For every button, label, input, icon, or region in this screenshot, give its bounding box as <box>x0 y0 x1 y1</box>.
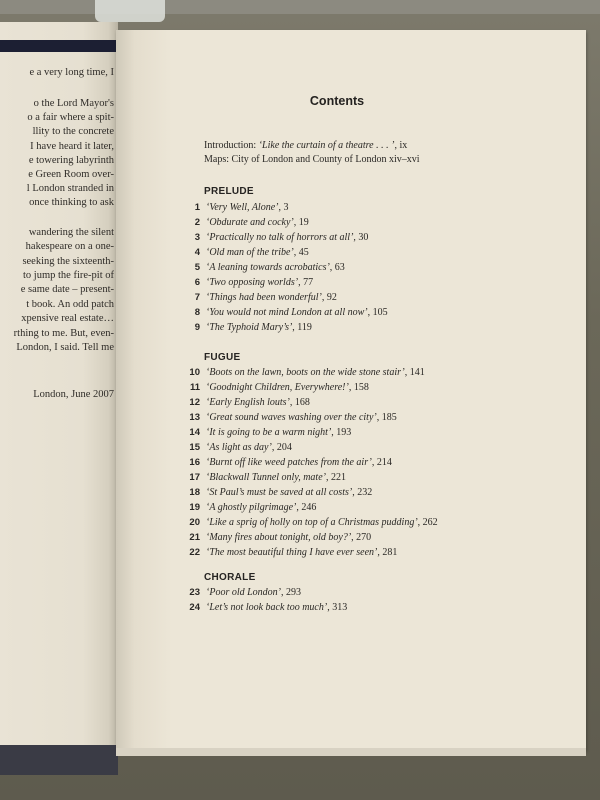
plastic-object <box>95 0 165 22</box>
toc-entry <box>188 292 337 306</box>
chapter-page: , 3 <box>278 202 289 213</box>
section-heading-prelude: PRELUDE <box>204 186 254 197</box>
chapter-title: ‘Early English louts’ <box>206 397 290 408</box>
chapter-page: , 185 <box>376 412 397 423</box>
chapter-number: 21 <box>189 532 200 543</box>
chapter-number: 17 <box>189 472 200 483</box>
toc-entry <box>188 487 372 501</box>
chapter-number: 24 <box>189 602 200 613</box>
chapter-number: 23 <box>189 587 200 598</box>
chapter-number: 13 <box>189 412 200 423</box>
chapter-page: , 262 <box>417 517 438 528</box>
chapter-title: ‘Burnt off like weed patches from the air’ <box>206 457 372 468</box>
chapter-title: ‘Blackwall Tunnel only, mate’ <box>206 472 326 483</box>
chapter-page: , 313 <box>327 602 348 613</box>
background-strip <box>0 0 600 14</box>
chapter-title: ‘You would not mind London at all now’ <box>206 307 368 318</box>
toc-entry <box>188 602 347 616</box>
chapter-title: ‘Goodnight Children, Everywhere!’ <box>206 382 349 393</box>
contents-page <box>116 30 586 750</box>
chapter-page: , 119 <box>292 322 312 333</box>
toc-entry <box>188 322 312 336</box>
chapter-number: 1 <box>194 202 200 213</box>
chapter-number: 5 <box>194 262 200 273</box>
chapter-title: ‘Let’s not look back too much’ <box>206 602 328 613</box>
left-page-line: e Green Room over- <box>28 169 114 180</box>
book-cover-edge <box>0 745 118 775</box>
chapter-page: , 30 <box>353 232 369 243</box>
chapter-title: ‘Great sound waves washing over the city’ <box>206 412 377 423</box>
left-page-line: e same date – present- <box>20 284 114 295</box>
chapter-number: 12 <box>189 397 200 408</box>
chapter-number: 2 <box>194 217 200 228</box>
toc-entry <box>188 247 309 261</box>
toc-entry <box>188 307 388 321</box>
chapter-number: 14 <box>189 427 200 438</box>
chapter-title: ‘A ghostly pilgrimage’ <box>206 502 297 513</box>
toc-entry <box>188 502 316 516</box>
chapter-number: 20 <box>189 517 200 528</box>
chapter-number: 19 <box>189 502 200 513</box>
toc-entry <box>188 367 425 381</box>
page-edge <box>116 748 586 756</box>
chapter-page: , 158 <box>348 382 369 393</box>
chapter-number: 9 <box>194 322 200 333</box>
left-page <box>0 22 118 750</box>
toc-entry <box>188 217 309 231</box>
chapter-page: , 92 <box>321 292 337 303</box>
chapter-page: , 204 <box>271 442 292 453</box>
left-page-text <box>0 22 114 750</box>
left-page-line: hakespeare on a one- <box>25 241 114 252</box>
left-page-line: London, June 2007 <box>33 389 114 400</box>
chapter-title: ‘A leaning towards acrobatics’ <box>206 262 330 273</box>
introduction-entry <box>204 140 407 151</box>
chapter-title: ‘Two opposing worlds’ <box>206 277 299 288</box>
chapter-page: , 270 <box>351 532 372 543</box>
left-page-line: once thinking to ask <box>29 197 114 208</box>
chapter-page: , 77 <box>298 277 314 288</box>
left-page-line: o a fair where a spit- <box>27 112 114 123</box>
chapter-page: , 221 <box>325 472 346 483</box>
chapter-title: ‘Poor old London’ <box>206 587 281 598</box>
toc-entry <box>188 202 288 216</box>
introduction-page: , ix <box>394 140 408 151</box>
chapter-page: , 141 <box>404 367 425 378</box>
chapter-page: , 45 <box>293 247 309 258</box>
maps-entry: Maps: City of London and County of London xiv–xvi <box>204 154 420 165</box>
chapter-page: , 63 <box>329 262 345 273</box>
chapter-number: 6 <box>194 277 200 288</box>
chapter-page: , 281 <box>377 547 398 558</box>
chapter-page: , 19 <box>293 217 309 228</box>
toc-entry <box>188 532 371 546</box>
left-page-line: xpensive real estate… <box>21 313 114 324</box>
chapter-number: 7 <box>194 292 200 303</box>
chapter-title: ‘The Typhoid Mary’s’ <box>206 322 293 333</box>
toc-entry <box>188 587 301 601</box>
chapter-title: ‘St Paul’s must be saved at all costs’ <box>206 487 353 498</box>
chapter-page: , 232 <box>352 487 373 498</box>
chapter-number: 8 <box>194 307 200 318</box>
left-page-line: o the Lord Mayor's <box>33 98 114 109</box>
toc-entry <box>188 412 397 426</box>
left-page-line: llity to the concrete <box>32 126 114 137</box>
chapter-title: ‘Very Well, Alone’ <box>206 202 279 213</box>
chapter-page: , 293 <box>281 587 301 598</box>
section-heading-chorale: CHORALE <box>204 572 256 583</box>
toc-entry <box>188 457 392 471</box>
chapter-page: , 105 <box>367 307 388 318</box>
toc-entry <box>188 427 351 441</box>
toc-entry <box>188 262 345 276</box>
chapter-number: 15 <box>189 442 200 453</box>
toc-entry <box>188 547 397 561</box>
chapter-title: ‘Old man of the tribe’ <box>206 247 294 258</box>
chapter-number: 3 <box>194 232 200 243</box>
page-title: Contents <box>309 94 365 108</box>
chapter-title: ‘As light as day’ <box>206 442 272 453</box>
toc-entry <box>188 442 292 456</box>
chapter-title: ‘The most beautiful thing I have ever seen’ <box>206 547 378 558</box>
chapter-title: ‘It is going to be a warm night’ <box>206 427 332 438</box>
left-page-line: London, I said. Tell me <box>16 342 114 353</box>
left-page-line: seeking the sixteenth- <box>22 256 114 267</box>
left-page-line: e a very long time, I <box>29 67 114 78</box>
left-page-line: rthing to me. But, even- <box>13 328 114 339</box>
chapter-page: , 168 <box>289 397 310 408</box>
chapter-number: 22 <box>189 547 200 558</box>
left-page-line: l London stranded in <box>26 183 114 194</box>
chapter-title: ‘Practically no talk of horrors at all’ <box>206 232 354 243</box>
chapter-page: , 214 <box>371 457 392 468</box>
chapter-title: ‘Like a sprig of holly on top of a Christmas pudding’ <box>206 517 418 528</box>
left-page-line: I have heard it later, <box>30 141 114 152</box>
section-heading-fugue: FUGUE <box>204 352 241 363</box>
toc-entry <box>188 397 310 411</box>
chapter-title: ‘Boots on the lawn, boots on the wide stone stair’ <box>206 367 405 378</box>
left-page-line: t book. An odd patch <box>26 299 114 310</box>
left-page-line: wandering the silent <box>28 227 114 238</box>
chapter-number: 11 <box>189 382 200 393</box>
toc-entry <box>188 232 368 246</box>
chapter-number: 16 <box>189 457 200 468</box>
toc-entry <box>188 517 438 531</box>
toc-entry <box>188 277 313 291</box>
introduction-label: Introduction: <box>204 140 257 151</box>
chapter-page: , 193 <box>331 427 352 438</box>
chapter-title: ‘Obdurate and cocky’ <box>206 217 294 228</box>
toc-entry <box>188 382 369 396</box>
chapter-title: ‘Many fires about tonight, old boy?’ <box>206 532 352 543</box>
left-page-line: e towering labyrinth <box>28 155 114 166</box>
introduction-title: ‘Like the curtain of a theatre . . . ’ <box>258 140 395 151</box>
chapter-title: ‘Things had been wonderful’ <box>206 292 322 303</box>
chapter-number: 18 <box>189 487 200 498</box>
chapter-page: , 246 <box>296 502 317 513</box>
chapter-number: 10 <box>189 367 200 378</box>
toc-entry <box>188 472 346 486</box>
left-page-line: to jump the fire-pit of <box>23 270 114 281</box>
chapter-number: 4 <box>194 247 200 258</box>
